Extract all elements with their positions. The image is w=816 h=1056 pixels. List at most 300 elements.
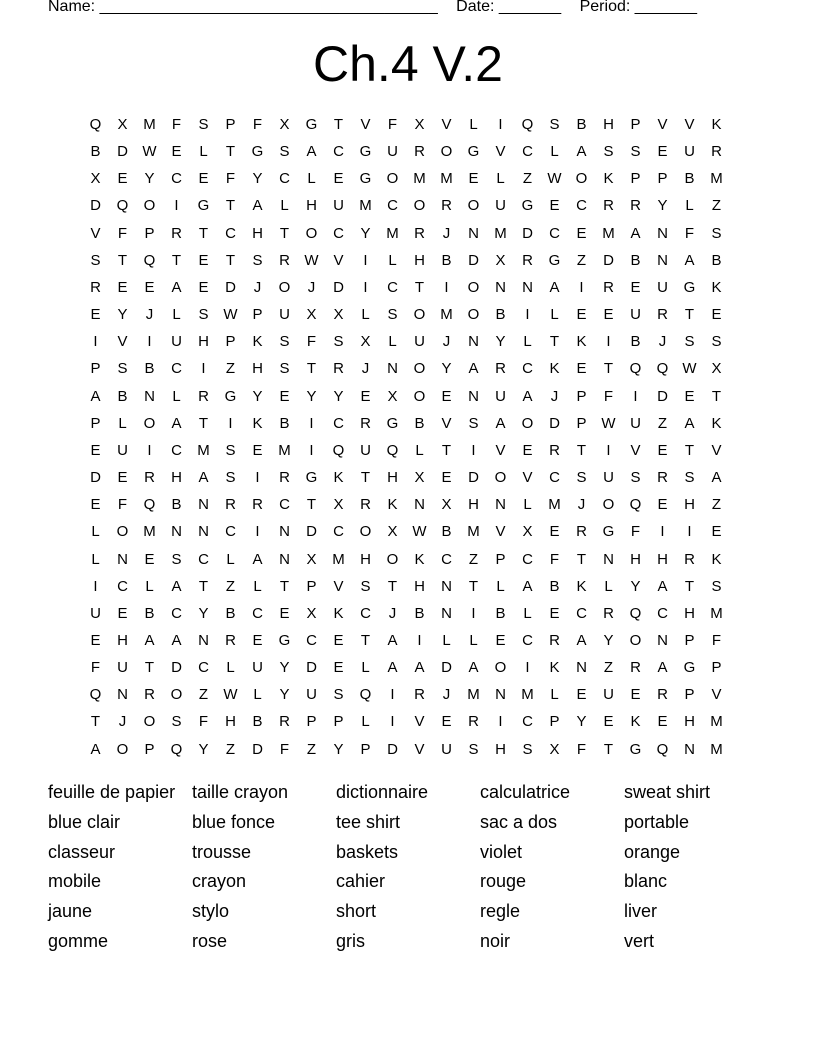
grid-letter[interactable]: R — [603, 604, 614, 622]
grid-letter[interactable]: K — [252, 333, 263, 351]
grid-letter[interactable]: G — [278, 631, 291, 649]
grid-letter[interactable]: B — [684, 170, 695, 188]
grid-letter[interactable]: C — [171, 604, 182, 622]
grid-letter[interactable]: E — [90, 496, 101, 514]
grid-letter[interactable]: I — [309, 414, 314, 432]
grid-letter[interactable]: G — [305, 116, 318, 133]
grid-letter[interactable]: B — [711, 251, 722, 269]
grid-letter[interactable]: L — [172, 387, 181, 405]
grid-letter[interactable]: T — [225, 251, 236, 269]
grid-letter[interactable]: O — [494, 469, 507, 487]
grid-letter[interactable]: E — [198, 278, 209, 296]
grid-letter[interactable]: M — [710, 170, 723, 188]
grid-letter[interactable]: N — [657, 251, 668, 269]
grid-letter[interactable]: U — [657, 278, 668, 296]
grid-letter[interactable]: C — [198, 550, 209, 568]
grid-letter[interactable]: P — [549, 713, 560, 731]
grid-letter[interactable]: I — [174, 197, 179, 215]
grid-letter[interactable]: C — [279, 170, 290, 188]
grid-letter[interactable]: J — [442, 686, 451, 704]
grid-letter[interactable]: N — [414, 496, 425, 514]
grid-letter[interactable]: O — [116, 523, 129, 541]
grid-letter[interactable]: P — [90, 360, 101, 378]
grid-letter[interactable]: T — [333, 116, 344, 133]
grid-letter[interactable]: P — [684, 631, 695, 649]
grid-letter[interactable]: J — [388, 604, 397, 622]
grid-letter[interactable]: Y — [333, 740, 344, 758]
grid-letter[interactable]: U — [117, 659, 128, 677]
grid-letter[interactable]: R — [360, 414, 371, 432]
grid-letter[interactable]: C — [441, 550, 452, 568]
grid-letter[interactable]: B — [117, 387, 128, 405]
grid-letter[interactable]: X — [414, 116, 425, 133]
grid-letter[interactable]: E — [360, 387, 371, 405]
grid-letter[interactable]: N — [495, 686, 506, 704]
grid-letter[interactable]: M — [602, 224, 615, 242]
grid-letter[interactable]: V — [711, 441, 722, 459]
grid-letter[interactable]: T — [576, 550, 587, 568]
grid-letter[interactable]: W — [304, 251, 319, 269]
grid-letter[interactable]: R — [414, 224, 425, 242]
grid-letter[interactable]: Q — [521, 116, 534, 133]
grid-letter[interactable]: E — [279, 387, 290, 405]
grid-letter[interactable]: L — [253, 577, 262, 595]
grid-letter[interactable]: N — [522, 278, 533, 296]
grid-letter[interactable]: B — [441, 251, 452, 269]
grid-letter[interactable]: M — [521, 686, 534, 704]
grid-letter[interactable]: Q — [143, 496, 156, 514]
grid-letter[interactable]: V — [495, 143, 506, 161]
grid-letter[interactable]: S — [171, 550, 182, 568]
grid-letter[interactable]: R — [279, 713, 290, 731]
grid-letter[interactable]: F — [171, 116, 182, 133]
grid-letter[interactable]: O — [278, 278, 291, 296]
grid-letter[interactable]: B — [630, 333, 641, 351]
grid-letter[interactable]: W — [547, 170, 562, 188]
grid-letter[interactable]: U — [684, 143, 695, 161]
grid-letter[interactable]: J — [442, 224, 451, 242]
grid-letter[interactable]: A — [90, 740, 101, 758]
grid-letter[interactable]: X — [522, 523, 533, 541]
grid-letter[interactable]: O — [521, 414, 534, 432]
grid-letter[interactable]: N — [468, 387, 479, 405]
grid-letter[interactable]: Q — [143, 251, 156, 269]
grid-letter[interactable]: S — [684, 333, 695, 351]
grid-letter[interactable]: R — [225, 631, 236, 649]
grid-letter[interactable]: M — [143, 116, 156, 133]
grid-letter[interactable]: P — [144, 740, 155, 758]
grid-letter[interactable]: G — [467, 143, 480, 161]
grid-letter[interactable]: E — [198, 170, 209, 188]
grid-letter[interactable]: I — [579, 278, 584, 296]
grid-letter[interactable]: V — [711, 686, 722, 704]
grid-letter[interactable]: W — [601, 414, 616, 432]
grid-letter[interactable]: C — [117, 577, 128, 595]
grid-letter[interactable]: C — [171, 170, 182, 188]
grid-letter[interactable]: P — [333, 713, 344, 731]
grid-letter[interactable]: T — [225, 143, 236, 161]
grid-letter[interactable]: G — [197, 197, 210, 215]
grid-letter[interactable]: L — [415, 441, 424, 459]
grid-letter[interactable]: G — [251, 143, 264, 161]
grid-letter[interactable]: A — [657, 577, 668, 595]
grid-letter[interactable]: N — [441, 577, 452, 595]
grid-letter[interactable]: V — [630, 441, 641, 459]
grid-letter[interactable]: H — [306, 197, 317, 215]
grid-letter[interactable]: S — [603, 143, 614, 161]
grid-letter[interactable]: L — [469, 631, 478, 649]
grid-letter[interactable]: B — [576, 116, 587, 133]
grid-letter[interactable]: E — [198, 251, 209, 269]
grid-letter[interactable]: R — [333, 360, 344, 378]
grid-letter[interactable]: R — [252, 496, 263, 514]
grid-letter[interactable]: D — [171, 659, 182, 677]
grid-letter[interactable]: L — [469, 116, 478, 133]
grid-letter[interactable]: E — [117, 469, 128, 487]
grid-letter[interactable]: V — [414, 740, 425, 758]
grid-letter[interactable]: R — [90, 278, 101, 296]
grid-letter[interactable]: R — [657, 686, 668, 704]
grid-letter[interactable]: X — [414, 469, 425, 487]
grid-letter[interactable]: C — [576, 604, 587, 622]
grid-letter[interactable]: L — [307, 170, 316, 188]
grid-letter[interactable]: Q — [386, 441, 399, 459]
grid-letter[interactable]: T — [549, 333, 560, 351]
grid-letter[interactable]: E — [576, 360, 587, 378]
grid-letter[interactable]: F — [279, 740, 290, 758]
grid-letter[interactable]: K — [576, 577, 587, 595]
grid-letter[interactable]: U — [603, 686, 614, 704]
grid-letter[interactable]: A — [171, 577, 182, 595]
grid-letter[interactable]: H — [198, 333, 209, 351]
grid-letter[interactable]: L — [199, 143, 208, 161]
grid-letter[interactable]: G — [629, 740, 642, 758]
grid-letter[interactable]: T — [603, 740, 614, 758]
grid-letter[interactable]: K — [603, 170, 614, 188]
grid-letter[interactable]: Q — [656, 740, 669, 758]
grid-letter[interactable]: O — [359, 523, 372, 541]
grid-letter[interactable]: P — [657, 170, 668, 188]
grid-letter[interactable]: U — [252, 659, 263, 677]
grid-letter[interactable]: Y — [279, 686, 290, 704]
grid-letter[interactable]: T — [711, 387, 722, 405]
grid-letter[interactable]: V — [414, 713, 425, 731]
grid-letter[interactable]: C — [279, 496, 290, 514]
grid-letter[interactable]: W — [412, 523, 427, 541]
grid-letter[interactable]: E — [603, 713, 614, 731]
grid-letter[interactable]: L — [91, 523, 100, 541]
grid-letter[interactable]: N — [657, 224, 668, 242]
grid-letter[interactable]: Y — [576, 713, 587, 731]
grid-letter[interactable]: I — [444, 278, 449, 296]
grid-letter[interactable]: I — [255, 523, 260, 541]
grid-letter[interactable]: A — [414, 659, 425, 677]
grid-letter[interactable]: S — [279, 143, 290, 161]
grid-letter[interactable]: M — [494, 224, 507, 242]
grid-letter[interactable]: L — [523, 604, 532, 622]
grid-letter[interactable]: Y — [333, 387, 344, 405]
grid-letter[interactable]: K — [711, 278, 722, 296]
grid-letter[interactable]: N — [603, 550, 614, 568]
grid-letter[interactable]: O — [170, 686, 183, 704]
grid-letter[interactable]: N — [468, 333, 479, 351]
grid-letter[interactable]: I — [255, 469, 260, 487]
grid-letter[interactable]: U — [630, 306, 641, 324]
grid-letter[interactable]: Q — [89, 116, 102, 133]
grid-letter[interactable]: C — [252, 604, 263, 622]
grid-letter[interactable]: H — [414, 577, 425, 595]
grid-letter[interactable]: T — [306, 360, 317, 378]
grid-letter[interactable]: O — [413, 360, 426, 378]
grid-letter[interactable]: P — [495, 550, 506, 568]
grid-letter[interactable]: M — [710, 604, 723, 622]
grid-letter[interactable]: C — [522, 360, 533, 378]
grid-letter[interactable]: D — [333, 278, 344, 296]
grid-letter[interactable]: X — [441, 496, 452, 514]
grid-letter[interactable]: I — [390, 686, 395, 704]
grid-letter[interactable]: U — [117, 441, 128, 459]
grid-letter[interactable]: M — [548, 496, 561, 514]
grid-letter[interactable]: E — [441, 713, 452, 731]
grid-letter[interactable]: O — [575, 170, 588, 188]
grid-letter[interactable]: K — [387, 496, 398, 514]
grid-letter[interactable]: M — [332, 550, 345, 568]
grid-letter[interactable]: O — [440, 143, 453, 161]
grid-letter[interactable]: E — [441, 387, 452, 405]
grid-letter[interactable]: Y — [198, 604, 209, 622]
grid-letter[interactable]: R — [630, 659, 641, 677]
grid-letter[interactable]: S — [333, 686, 344, 704]
grid-letter[interactable]: P — [306, 713, 317, 731]
grid-letter[interactable]: A — [576, 631, 587, 649]
grid-letter[interactable]: R — [576, 523, 587, 541]
grid-letter[interactable]: N — [117, 550, 128, 568]
grid-letter[interactable]: P — [90, 414, 101, 432]
grid-letter[interactable]: E — [576, 686, 587, 704]
grid-letter[interactable]: I — [633, 387, 638, 405]
grid-letter[interactable]: A — [711, 469, 722, 487]
grid-letter[interactable]: G — [359, 170, 372, 188]
grid-letter[interactable]: E — [657, 713, 668, 731]
grid-letter[interactable]: C — [333, 523, 344, 541]
grid-letter[interactable]: H — [360, 550, 371, 568]
grid-letter[interactable]: N — [144, 387, 155, 405]
grid-letter[interactable]: I — [471, 604, 476, 622]
grid-letter[interactable]: E — [576, 224, 587, 242]
grid-letter[interactable]: P — [360, 740, 371, 758]
grid-letter[interactable]: Z — [198, 686, 209, 704]
grid-letter[interactable]: S — [198, 306, 209, 324]
grid-letter[interactable]: H — [657, 550, 668, 568]
grid-letter[interactable]: U — [306, 686, 317, 704]
grid-letter[interactable]: Y — [144, 170, 155, 188]
grid-letter[interactable]: E — [603, 306, 614, 324]
grid-letter[interactable]: Q — [89, 686, 102, 704]
grid-letter[interactable]: P — [711, 659, 722, 677]
grid-letter[interactable]: K — [711, 116, 722, 133]
grid-letter[interactable]: U — [279, 306, 290, 324]
grid-letter[interactable]: R — [360, 496, 371, 514]
grid-letter[interactable]: E — [522, 441, 533, 459]
grid-letter[interactable]: I — [390, 713, 395, 731]
grid-letter[interactable]: I — [93, 333, 98, 351]
grid-letter[interactable]: K — [630, 713, 641, 731]
grid-letter[interactable]: O — [413, 197, 426, 215]
grid-letter[interactable]: C — [549, 469, 560, 487]
grid-letter[interactable]: Y — [117, 306, 128, 324]
grid-letter[interactable]: R — [144, 469, 155, 487]
grid-letter[interactable]: J — [361, 360, 370, 378]
grid-letter[interactable]: F — [117, 224, 128, 242]
grid-letter[interactable]: O — [305, 224, 318, 242]
grid-letter[interactable]: K — [333, 604, 344, 622]
grid-letter[interactable]: D — [225, 278, 236, 296]
grid-letter[interactable]: E — [657, 441, 668, 459]
grid-letter[interactable]: M — [710, 713, 723, 731]
grid-letter[interactable]: M — [467, 523, 480, 541]
grid-letter[interactable]: L — [550, 143, 559, 161]
grid-letter[interactable]: E — [117, 604, 128, 622]
grid-letter[interactable]: E — [441, 469, 452, 487]
grid-letter[interactable]: A — [495, 414, 506, 432]
grid-letter[interactable]: Q — [359, 686, 372, 704]
grid-letter[interactable]: J — [145, 306, 154, 324]
grid-letter[interactable]: V — [90, 224, 101, 242]
grid-letter[interactable]: W — [142, 143, 157, 161]
grid-letter[interactable]: O — [386, 550, 399, 568]
grid-letter[interactable]: S — [360, 577, 371, 595]
grid-letter[interactable]: E — [252, 631, 263, 649]
grid-letter[interactable]: E — [630, 278, 641, 296]
grid-letter[interactable]: V — [333, 251, 344, 269]
date-field[interactable]: Date: _______ — [456, 0, 562, 15]
grid-letter[interactable]: T — [441, 441, 452, 459]
grid-letter[interactable]: R — [657, 469, 668, 487]
grid-letter[interactable]: A — [387, 659, 398, 677]
grid-letter[interactable]: G — [305, 469, 318, 487]
grid-letter[interactable]: G — [359, 143, 372, 161]
grid-letter[interactable]: S — [468, 740, 479, 758]
grid-letter[interactable]: O — [467, 197, 480, 215]
grid-letter[interactable]: Y — [252, 170, 263, 188]
grid-letter[interactable]: J — [577, 496, 586, 514]
grid-letter[interactable]: R — [657, 306, 668, 324]
grid-letter[interactable]: V — [360, 116, 371, 133]
grid-letter[interactable]: H — [414, 251, 425, 269]
grid-letter[interactable]: Z — [225, 360, 236, 378]
grid-letter[interactable]: K — [549, 659, 560, 677]
grid-letter[interactable]: K — [576, 333, 587, 351]
grid-letter[interactable]: X — [279, 116, 290, 133]
grid-letter[interactable]: F — [306, 333, 317, 351]
grid-letter[interactable]: H — [684, 604, 695, 622]
grid-letter[interactable]: I — [498, 116, 503, 133]
grid-letter[interactable]: U — [495, 197, 506, 215]
grid-letter[interactable]: X — [360, 333, 371, 351]
grid-letter[interactable]: J — [442, 333, 451, 351]
grid-letter[interactable]: D — [306, 659, 317, 677]
grid-letter[interactable]: R — [441, 197, 452, 215]
grid-letter[interactable]: C — [522, 143, 533, 161]
grid-letter[interactable]: R — [225, 496, 236, 514]
grid-letter[interactable]: I — [363, 278, 368, 296]
grid-letter[interactable]: A — [252, 550, 263, 568]
grid-letter[interactable]: E — [657, 496, 668, 514]
grid-letter[interactable]: U — [630, 414, 641, 432]
grid-letter[interactable]: J — [118, 713, 127, 731]
grid-letter[interactable]: T — [198, 414, 209, 432]
period-field[interactable]: Period: _______ — [579, 0, 698, 15]
grid-letter[interactable]: E — [657, 143, 668, 161]
grid-letter[interactable]: U — [603, 469, 614, 487]
grid-letter[interactable]: S — [522, 740, 533, 758]
grid-letter[interactable]: I — [660, 523, 665, 541]
grid-letter[interactable]: F — [549, 550, 560, 568]
grid-letter[interactable]: C — [522, 631, 533, 649]
grid-letter[interactable]: R — [279, 251, 290, 269]
grid-letter[interactable]: Y — [279, 659, 290, 677]
grid-letter[interactable]: G — [683, 278, 696, 296]
grid-letter[interactable]: Q — [629, 360, 642, 378]
grid-letter[interactable]: E — [468, 170, 479, 188]
grid-letter[interactable]: I — [525, 659, 530, 677]
grid-letter[interactable]: A — [198, 469, 209, 487]
grid-letter[interactable]: L — [361, 306, 370, 324]
grid-letter[interactable]: E — [90, 306, 101, 324]
grid-letter[interactable]: O — [143, 197, 156, 215]
grid-letter[interactable]: S — [684, 469, 695, 487]
grid-letter[interactable]: F — [117, 496, 128, 514]
grid-letter[interactable]: T — [279, 224, 290, 242]
grid-letter[interactable]: C — [576, 197, 587, 215]
grid-letter[interactable]: Y — [603, 631, 614, 649]
grid-letter[interactable]: R — [171, 224, 182, 242]
grid-letter[interactable]: C — [333, 224, 344, 242]
grid-letter[interactable]: F — [576, 740, 587, 758]
grid-letter[interactable]: Y — [495, 333, 506, 351]
grid-letter[interactable]: F — [225, 170, 236, 188]
grid-letter[interactable]: Q — [656, 360, 669, 378]
grid-letter[interactable]: X — [306, 306, 317, 324]
grid-letter[interactable]: V — [522, 469, 533, 487]
grid-letter[interactable]: C — [306, 631, 317, 649]
grid-letter[interactable]: C — [225, 224, 236, 242]
grid-letter[interactable]: S — [711, 333, 722, 351]
grid-letter[interactable]: U — [414, 333, 425, 351]
grid-letter[interactable]: V — [333, 577, 344, 595]
grid-letter[interactable]: Q — [170, 740, 183, 758]
grid-letter[interactable]: B — [252, 713, 263, 731]
grid-letter[interactable]: T — [684, 306, 695, 324]
grid-letter[interactable]: H — [684, 713, 695, 731]
grid-letter[interactable]: A — [684, 414, 695, 432]
grid-letter[interactable]: A — [171, 414, 182, 432]
grid-letter[interactable]: V — [441, 116, 452, 133]
grid-letter[interactable]: X — [90, 170, 101, 188]
grid-letter[interactable]: D — [252, 740, 263, 758]
grid-letter[interactable]: P — [576, 387, 587, 405]
grid-letter[interactable]: X — [711, 360, 722, 378]
grid-letter[interactable]: Z — [603, 659, 614, 677]
grid-letter[interactable]: V — [495, 523, 506, 541]
grid-letter[interactable]: Q — [629, 496, 642, 514]
grid-letter[interactable]: S — [171, 713, 182, 731]
grid-letter[interactable]: O — [143, 414, 156, 432]
grid-letter[interactable]: C — [198, 659, 209, 677]
grid-letter[interactable]: E — [333, 170, 344, 188]
grid-letter[interactable]: E — [117, 278, 128, 296]
grid-letter[interactable]: F — [711, 631, 722, 649]
